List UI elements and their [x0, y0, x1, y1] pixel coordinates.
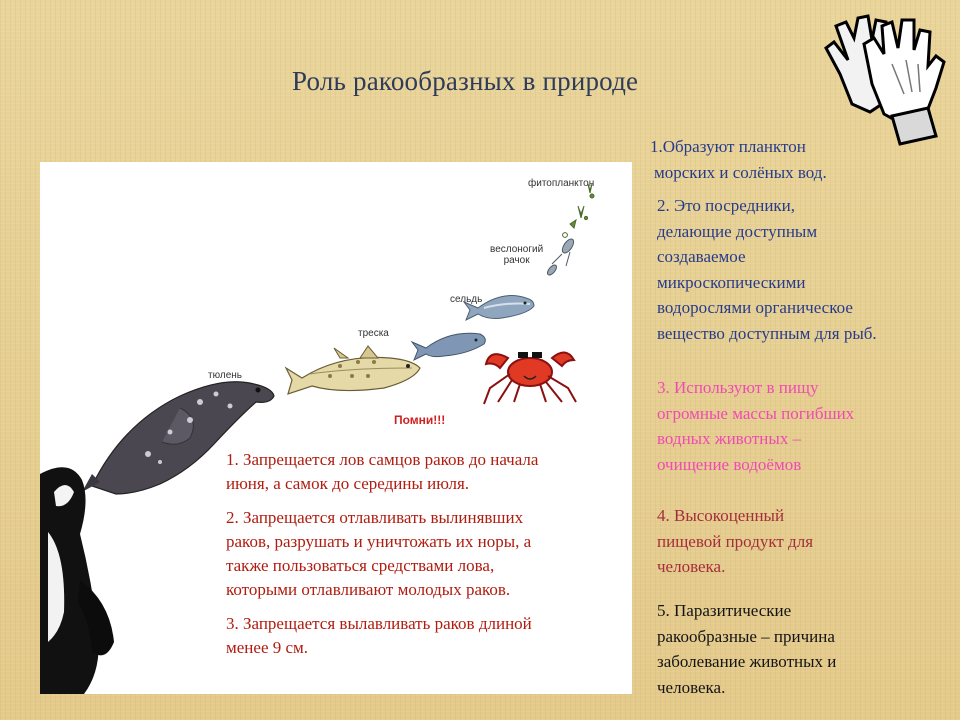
slide-title: Роль ракообразных в природе: [292, 66, 639, 96]
phytoplankton-label: фитопланктон: [528, 178, 595, 189]
food-chain-illustration: [40, 162, 632, 694]
point-2: 2. Это посредники, делающие доступным создаваемое микроскопическими водорослями органическое вещество доступным для рыб.: [657, 196, 877, 343]
phytoplankton-icon: [563, 184, 594, 237]
point-5: 5. Паразитические ракообразные – причина заболевание животных и человека.: [657, 601, 837, 697]
copepod-icon: [546, 237, 576, 276]
herring-small-icon: [412, 333, 485, 360]
crab-icon: [484, 352, 576, 404]
cod-label: треска: [358, 328, 389, 339]
rule-2: 2. Запрещается отлавливать вылинявших раков, разрушать и уничтожать их норы, а также пользоваться средствами лова, которыми отлавливают молодых раков.: [226, 508, 532, 599]
herring-label: сельдь: [450, 294, 483, 305]
cod-icon: [286, 346, 420, 394]
copepod-label: веслоногий рачок: [490, 244, 544, 266]
rule-1: 1. Запрещается лов самцов раков до начала июня, а самок до середины июля.: [226, 450, 539, 493]
point-3: 3. Используют в пищу огромные массы погибших водных животных – очищение водоёмов: [657, 378, 855, 474]
orca-icon: [40, 467, 114, 694]
crayfish-rules: [226, 448, 626, 670]
clapping-hands-icon: [818, 4, 950, 146]
rule-3: 3. Запрещается вылавливать раков длиной менее 9 см.: [226, 614, 532, 657]
seal-label: тюлень: [208, 370, 242, 381]
point-1: 1.Образуют планктон морских и солёных вод.: [650, 137, 827, 182]
point-4: 4. Высокоценный пищевой продукт для человека.: [657, 506, 814, 576]
remember-label: Помни!!!: [394, 413, 446, 427]
